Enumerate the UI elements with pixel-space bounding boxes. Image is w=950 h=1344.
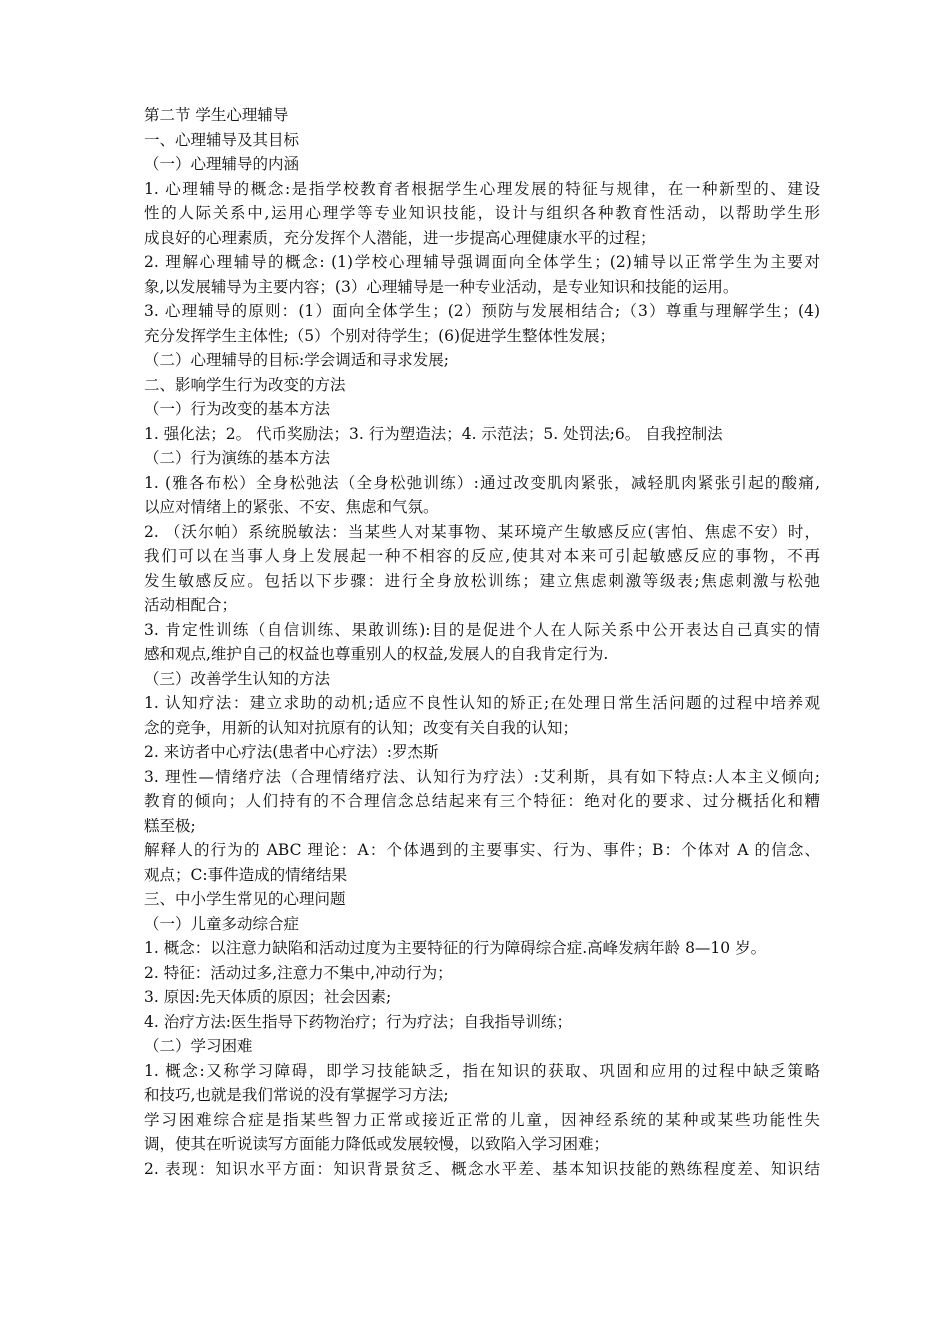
paragraph-line: 发生敏感反应。包括以下步骤：进行全身放松训练；建立焦虑刺激等级表;焦虑刺激与松弛 xyxy=(144,571,820,590)
paragraph-line: 3. 心理辅导的原则：(1）面向全体学生；(2）预防与发展相结合;（3）尊重与理解学生；(4) xyxy=(144,302,820,320)
paragraph-line: 性的人际关系中,运用心理学等专业知识技能，设计与组织各种教育性活动，以帮助学生形 xyxy=(144,204,820,222)
paragraph-line: 1. 概念：以注意力缺陷和活动过度为主要特征的行为障碍综合症.高峰发病年龄 8—10 岁。 xyxy=(144,939,767,957)
subheading: （三）改善学生认知的方法 xyxy=(144,669,331,688)
paragraph-line: 2. （沃尔帕）系统脱敏法：当某些人对某事物、某环境产生敏感反应(害怕、焦虑不安）时， xyxy=(144,522,821,541)
paragraph-line: 1. 概念:又称学习障碍，即学习技能缺乏，指在知识的获取、巩固和应用的过程中缺乏策略 xyxy=(144,1061,820,1080)
subheading: （二）行为演练的基本方法 xyxy=(144,449,331,467)
paragraph-line: 2. 来访者中心疗法(患者中心疗法）:罗杰斯 xyxy=(144,743,439,761)
paragraph-line: 1. 认知疗法：建立求助的动机;适应不良性认知的矫正;在处理日常生活问题的过程中培养观 xyxy=(144,694,820,712)
paragraph-line: 以应对情绪上的紧张、不安、焦虑和气氛。 xyxy=(144,498,439,516)
paragraph-line: 2. 特征：活动过多,注意力不集中,冲动行为； xyxy=(144,963,453,982)
subheading: （二）学习困难 xyxy=(144,1037,253,1055)
paragraph-line: 3. 原因:先天体质的原因；社会因素; xyxy=(144,988,392,1006)
paragraph-line: 1. 强化法；2。 代币奖励法；3. 行为塑造法；4. 示范法；5. 处罚法;6。 自我控制法 xyxy=(144,424,723,443)
paragraph-line: 象,以发展辅导为主要内容；(3）心理辅导是一种专业活动，是专业知识和技能的运用。 xyxy=(144,277,739,296)
paragraph-line: 感和观点,维护自己的权益也尊重别人的权益,发展人的自我肯定行为. xyxy=(144,645,609,663)
paragraph-line: 解释人的行为的 ABC 理论：A：个体遇到的主要事实、行为、事件；B：个体对 A 的信念、 xyxy=(144,841,820,859)
heading-1: 三、中小学生常见的心理问题 xyxy=(144,890,346,908)
subheading: （一）心理辅导的内涵 xyxy=(144,155,300,173)
subheading: （一）儿童多动综合症 xyxy=(144,914,300,933)
subheading: （二）心理辅导的目标:学会调适和寻求发展; xyxy=(144,351,449,369)
heading-1: 二、影响学生行为改变的方法 xyxy=(144,375,346,394)
paragraph-line: 糕至极; xyxy=(144,816,196,835)
paragraph-line: 念的竞争，用新的认知对抗原有的认知；改变有关自我的认知； xyxy=(144,718,579,737)
paragraph-line: 4. 治疗方法:医生指导下药物治疗；行为疗法；自我指导训练； xyxy=(144,1012,572,1031)
paragraph-line: 我们可以在当事人身上发展起一种不相容的反应,使其对本来可引起敏感反应的事物，不再 xyxy=(144,547,820,565)
paragraph-line: 成良好的心理素质，充分发挥个人潜能，进一步提高心理健康水平的过程； xyxy=(144,228,656,247)
document-body xyxy=(144,103,820,1181)
paragraph-line: 3. 理性—情绪疗法（合理情绪疗法、认知行为疗法）:艾利斯，具有如下特点:人本主义倾向; xyxy=(144,767,820,786)
paragraph-line: 充分发挥学生主体性;（5）个别对待学生；(6)促进学生整体性发展； xyxy=(144,326,616,345)
section-title: 第二节 学生心理辅导 xyxy=(144,106,289,124)
paragraph-line: 教育的倾向；人们持有的不合理信念总结起来有三个特征：绝对化的要求、过分概括化和糟 xyxy=(144,792,820,810)
paragraph-line: 1. (雅各布松）全身松弛法（全身松弛训练）:通过改变肌肉紧张，减轻肌肉紧张引起的酸痛, xyxy=(144,473,820,492)
paragraph-line: 2. 表现：知识水平方面：知识背景贫乏、概念水平差、基本知识技能的熟练程度差、知识结 xyxy=(144,1159,820,1178)
paragraph-line: 和技巧,也就是我们常说的没有掌握学习方法; xyxy=(144,1086,449,1104)
paragraph-line: 活动相配合； xyxy=(144,596,238,614)
paragraph-line: 观点；C:事件造成的情绪结果 xyxy=(144,865,348,884)
paragraph-line: 学习困难综合症是指某些智力正常或接近正常的儿童，因神经系统的某种或某些功能性失 xyxy=(144,1110,820,1129)
heading-1: 一、心理辅导及其目标 xyxy=(144,130,300,149)
paragraph-line: 1. 心理辅导的概念:是指学校教育者根据学生心理发展的特征与规律，在一种新型的、建设 xyxy=(144,179,820,198)
paragraph-line: 3. 肯定性训练（自信训练、果敢训练):目的是促进个人在人际关系中公开表达自己真实的情 xyxy=(144,620,820,639)
paragraph-line: 2. 理解心理辅导的概念: (1)学校心理辅导强调面向全体学生；(2)辅导以正常学生为主要对 xyxy=(144,253,820,271)
subheading: （一）行为改变的基本方法 xyxy=(144,400,331,418)
paragraph-line: 调，使其在听说读写方面能力降低或发展较慢，以致陷入学习困难； xyxy=(144,1135,610,1153)
